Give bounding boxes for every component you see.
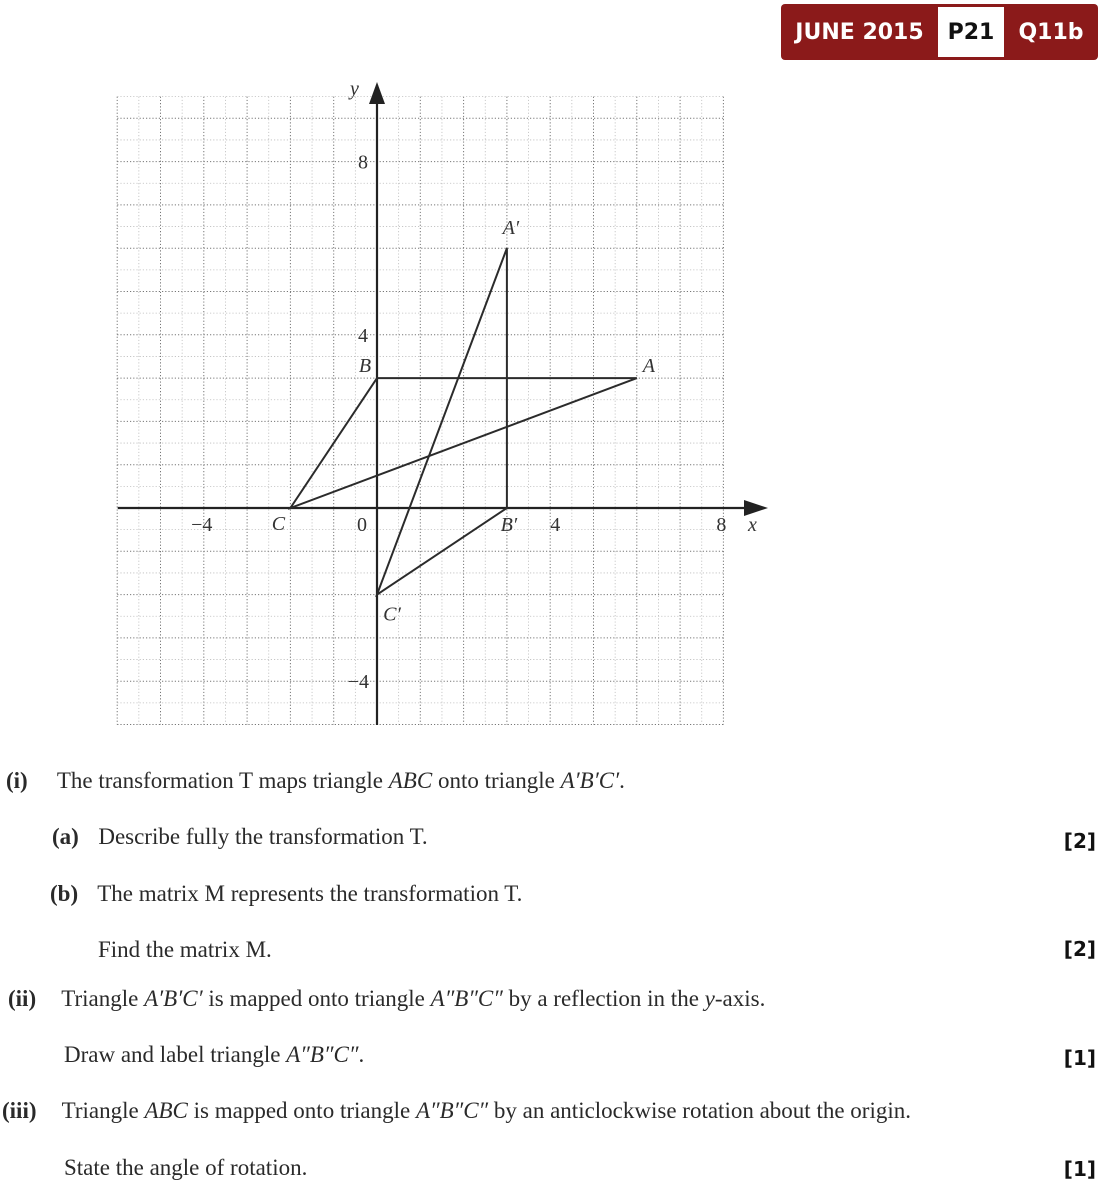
marks-ii: [1]: [1063, 1046, 1096, 1070]
question-i-b-find: Find the matrix M.: [98, 937, 272, 962]
question-i-text: The transformation T maps triangle: [56, 768, 389, 793]
vertex-label-b: B: [358, 355, 372, 378]
grid: [117, 97, 723, 725]
question-number: Q11b: [1018, 19, 1084, 45]
triangle-image-name: A′B′C′: [560, 768, 620, 793]
marks-i-a: [2]: [1063, 829, 1096, 853]
question-iii: (iii) Triangle ABC is mapped onto triangle A″B″C″ by an anticlockwise rotation about the origin.: [2, 1098, 911, 1123]
x-axis-label: x: [748, 514, 757, 536]
y-tick-label: −4: [347, 671, 369, 694]
question-i-a-text: Describe fully the transformation T.: [98, 824, 428, 849]
y-tick-label: 4: [358, 324, 368, 347]
y-axis-label: y: [350, 78, 359, 100]
vertex-label-a: A: [642, 355, 655, 378]
vertex-label-a1: A′: [502, 217, 520, 240]
question-i-b-text: The matrix M represents the transformation T.: [97, 881, 523, 906]
x-tick-label: −4: [191, 514, 213, 536]
triangle-abc-name: ABC: [388, 768, 433, 793]
origin-label: 0: [357, 514, 367, 536]
question-iii-state: State the angle of rotation.: [64, 1155, 308, 1180]
question-i-b-number: (b): [50, 881, 79, 906]
vertex-label-b1: B′: [500, 514, 518, 536]
marks-i-b: [2]: [1063, 937, 1096, 961]
question-iii-number: (iii): [2, 1098, 37, 1123]
vertex-label-c: C: [271, 513, 286, 535]
x-tick-label: 4: [550, 514, 561, 536]
exam-date: JUNE 2015: [795, 19, 924, 45]
question-ii-number: (ii): [8, 986, 37, 1011]
y-tick-label: 8: [358, 151, 368, 174]
axes: [118, 78, 768, 725]
vertex-label-c1: C′: [383, 603, 401, 626]
question-ii: (ii) Triangle A′B′C′ is mapped onto triangle A″B″C″ by a reflection in the y-axis.: [8, 986, 766, 1011]
question-ii-draw: Draw and label triangle A″B″C″.: [64, 1042, 365, 1067]
paper-code: P21: [938, 7, 1004, 57]
question-i-b: [50, 881, 522, 907]
question-i: (i) The transformation T maps triangle ABC onto triangle A′B′C′.: [6, 768, 625, 793]
y-axis-arrow: [369, 82, 385, 104]
tick-labels: [191, 152, 726, 694]
x-tick-label: 8: [716, 514, 727, 536]
marks-iii: [1]: [1063, 1157, 1096, 1181]
question-i-number: (i): [6, 768, 28, 793]
question-i-a: [52, 824, 428, 850]
question-i-a-number: (a): [52, 824, 79, 849]
